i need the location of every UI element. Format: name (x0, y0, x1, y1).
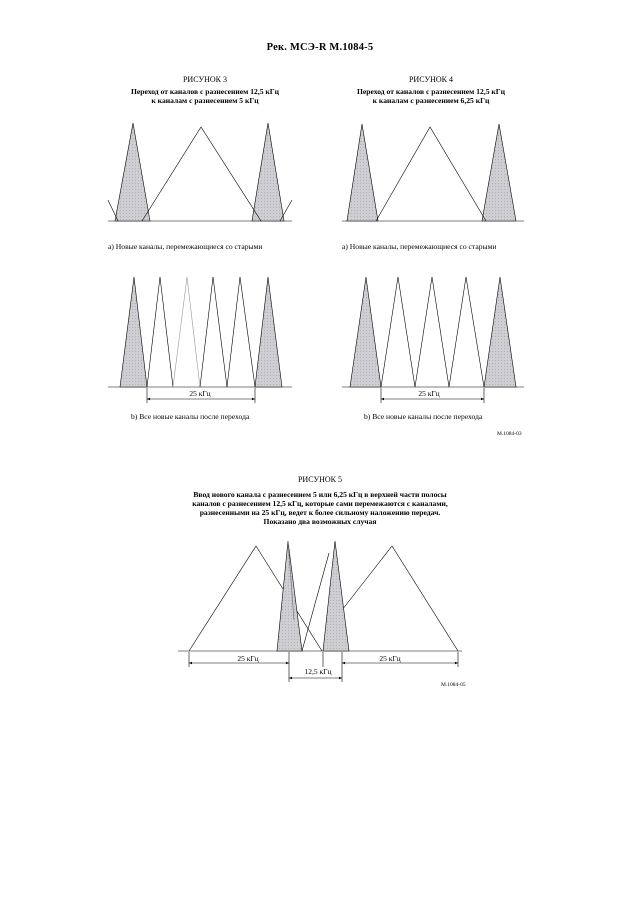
fig4-caption-a: a) Новые каналы, перемежающиеся со старыми (342, 242, 497, 251)
fig5-title-line4: Показано два возможных случая (263, 517, 377, 526)
fig3-caption-b: b) Все новые каналы после перехода (131, 412, 250, 421)
fig3-spacing-label: 25 кГц (189, 389, 211, 398)
fig5-title-line1: Ввод нового канала с разнесением 5 или 6,25 кГц в верхней части полосы (193, 490, 447, 499)
fig3-title-line2: к каналам с разнесением 5 кГц (151, 96, 259, 105)
fig3-title-line1: Переход от каналов с разнесением 12,5 кГц (130, 87, 279, 96)
fig5-diagram (178, 541, 462, 682)
fig3b-diagram (108, 277, 292, 403)
page-header: Рек. МСЭ-R M.1084-5 (266, 42, 374, 53)
fig4-code: M.1084-03 (497, 431, 522, 437)
fig5-spacing-left: 25 кГц (237, 654, 259, 663)
fig4-spacing-label: 25 кГц (418, 389, 440, 398)
fig3-label: РИСУНОК 3 (182, 75, 227, 84)
fig4-label: РИСУНОК 4 (408, 75, 453, 84)
fig4-title-line2: к каналам с разнесением 6,25 кГц (372, 96, 490, 105)
fig5-spacing-mid: 12,5 кГц (304, 667, 332, 676)
fig5-spacing-right: 25 кГц (379, 654, 401, 663)
fig4b-diagram (342, 277, 524, 403)
fig3-caption-a: a) Новые каналы, перемежающиеся со старыми (108, 242, 263, 251)
fig5-title-line3: разнесенными на 25 кГц, ведет к более сильному наложению передач. (199, 508, 441, 517)
fig5-title-line2: каналов с разнесением 12,5 кГц, которые сами перемежаются с каналами, (192, 499, 448, 508)
fig5-label: РИСУНОК 5 (297, 475, 342, 484)
fig4-caption-b: b) Все новые каналы после перехода (364, 412, 483, 421)
fig3a-diagram (108, 123, 292, 221)
fig4-title-line1: Переход от каналов с разнесением 12,5 кГц (356, 87, 505, 96)
fig5-code: M.1084-05 (441, 682, 466, 688)
fig4a-diagram (342, 124, 524, 221)
